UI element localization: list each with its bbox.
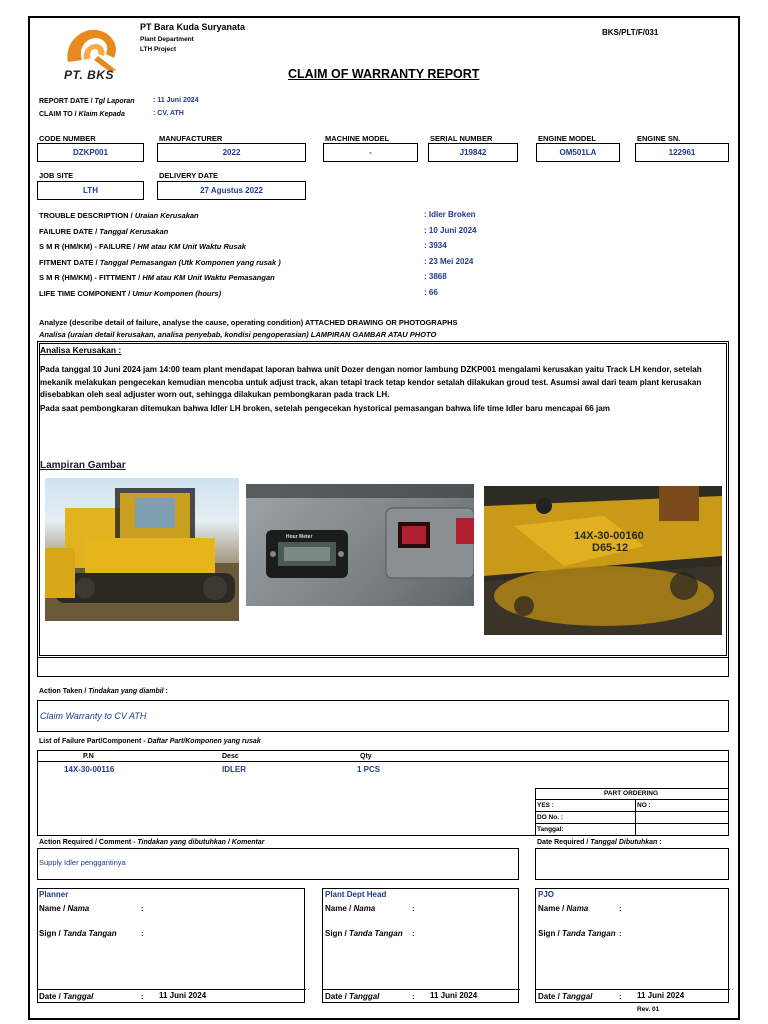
photo3-text-2: D65-12 <box>592 542 629 554</box>
dept-head-sign-colon: : <box>412 929 415 938</box>
lifetime-label: LIFE TIME COMPONENT / Umur Komponen (hours) <box>39 289 222 298</box>
planner-title: Planner <box>39 890 69 899</box>
dept-head-name-colon: : <box>412 904 415 913</box>
code-number-value: DZKP001 <box>37 143 144 162</box>
signer-planner <box>37 888 305 1003</box>
company-dept: Plant Department <box>140 36 194 43</box>
action-taken-label: Action Taken / Tindakan yang diambil : <box>39 688 168 695</box>
action-required-label: Action Required / Comment - Tindakan yang dibutuhkan / Komentar <box>39 839 265 846</box>
trouble-label: TROUBLE DESCRIPTION / Uraian Kerusakan <box>39 211 199 220</box>
serial-number-value: J19842 <box>428 143 518 162</box>
planner-date-label: Date / Tanggal <box>39 992 94 1001</box>
pjo-title: PJO <box>538 890 555 899</box>
pjo-sign-label: Sign / Tanda Tangan <box>538 929 616 938</box>
action-required-value: Supply Idler penggantinya <box>39 858 126 867</box>
failure-date-value: : 10 Juni 2024 <box>424 226 477 235</box>
lampiran-title: Lampiran Gambar <box>40 460 126 471</box>
photo3-text-1: 14X-30-00160 <box>574 530 644 542</box>
po-do-no: DO No. : <box>537 814 563 821</box>
failure-desc: IDLER <box>222 765 246 774</box>
manufacturer-label: MANUFACTURER <box>159 134 223 143</box>
company-name: PT Bara Kuda Suryanata <box>140 22 246 32</box>
po-line-3 <box>535 823 729 824</box>
dept-head-sign-label: Sign / Tanda Tangan <box>325 929 403 938</box>
job-site-value: LTH <box>37 181 144 200</box>
analyze-line1: Analyze (describe detail of failure, analyse the cause, operating condition) ATTACHED DRAWING OR PHOTOGRAPHS <box>39 318 458 327</box>
machine-model-value: - <box>323 143 418 162</box>
desc-header: Desc <box>222 753 239 760</box>
qty-header: Qty <box>360 753 372 760</box>
failure-qty: 1 PCS <box>357 765 381 774</box>
machine-model-label: MACHINE MODEL <box>325 134 390 143</box>
photo-idler-part <box>484 486 722 635</box>
photo-hour-meter <box>246 484 474 606</box>
signer-pjo <box>535 888 729 1003</box>
pn-header: P.N <box>83 753 94 760</box>
po-no: NO : <box>637 802 651 809</box>
analysis-divider <box>37 657 729 658</box>
hour-meter-brand: Hour Meter <box>286 534 313 540</box>
po-line-1 <box>535 799 729 800</box>
date-required-label: Date Required / Tanggal Dibutuhkan : <box>537 839 662 846</box>
failure-pn: 14X-30-00116 <box>64 765 115 774</box>
manufacturer-value: 2022 <box>157 143 306 162</box>
dept-head-date-label: Date / Tanggal <box>325 992 380 1001</box>
company-project: LTH Project <box>140 46 176 53</box>
trouble-value: : Idler Broken <box>424 210 476 219</box>
dept-head-date-line <box>323 989 520 990</box>
report-date-value: : 11 Juni 2024 <box>153 97 199 104</box>
po-tanggal: Tanggal: <box>537 826 564 833</box>
date-required-box <box>535 848 729 880</box>
action-taken-value: Claim Warranty to CV ATH <box>40 711 147 721</box>
fitment-date-value: : 23 Mei 2024 <box>424 257 474 266</box>
dept-head-date-colon: : <box>412 992 415 1001</box>
pjo-date-value: 11 Juni 2024 <box>637 991 685 1000</box>
job-site-label: JOB SITE <box>39 171 74 180</box>
analyze-line2: Analisa (uraian detail kerusakan, analisa penyebab, kondisi pengoperasian) LAMPIRAN GAMBAR ATAU PHOTO <box>39 330 437 339</box>
smr-failure-value: : 3934 <box>424 241 447 250</box>
revision: Rev. 01 <box>637 1006 660 1013</box>
po-yes: YES : <box>537 802 554 809</box>
doc-code: BKS/PLT/F/031 <box>602 28 659 37</box>
delivery-date-label: DELIVERY DATE <box>159 171 219 180</box>
failure-list-label: List of Failure Part/Component - Daftar Part/Komponen yang rusak <box>39 738 261 745</box>
smr-fitment-label: S M R (HM/KM) - FITTMENT / HM atau KM Unit Waktu Pemasangan <box>39 273 275 282</box>
planner-sign-colon: : <box>141 929 144 938</box>
smr-fitment-value: : 3868 <box>424 272 447 281</box>
engine-sn-value: 122961 <box>635 143 729 162</box>
planner-name-colon: : <box>141 904 144 913</box>
signer-plant-dept-head <box>322 888 519 1003</box>
pjo-date-colon: : <box>619 992 622 1001</box>
pjo-sign-colon: : <box>619 929 622 938</box>
fitment-date-label: FITMENT DATE / Tanggal Pemasangan (Utk Komponen yang rusak ) <box>39 258 281 267</box>
dept-head-name-label: Name / Nama <box>325 904 376 913</box>
analisa-title: Analisa Kerusakan : <box>40 345 122 355</box>
pjo-name-label: Name / Nama <box>538 904 589 913</box>
engine-sn-label: ENGINE SN. <box>637 134 681 143</box>
photo-dozer <box>45 478 239 621</box>
engine-model-label: ENGINE MODEL <box>538 134 596 143</box>
planner-sign-label: Sign / Tanda Tangan <box>39 929 117 938</box>
pjo-date-line <box>536 989 730 990</box>
page-title: CLAIM OF WARRANTY REPORT <box>288 67 480 81</box>
analisa-text: Pada tanggal 10 Juni 2024 jam 14:00 team plant mendapat laporan bahwa unit Dozer dengan nomor lambung DZKP001 mengalami kerusakan yaitu Track LH kendor, setelah mekanik melakukan pengecekan kemudian mencoba untuk adjust track, akan tetapi track tetap kendor setalah dilakukan groud test. Asumsi awal dari team plant kerusakan disebabkan oleh seal adjuster worn out, sehingga dilakukan pembongkaran pada track LH. <box>40 365 702 399</box>
failure-header-line <box>37 761 729 762</box>
dozer-image <box>45 478 239 621</box>
dept-head-date-value: 11 Juni 2024 <box>430 991 478 1000</box>
hour-meter-image <box>246 484 474 606</box>
planner-date-colon: : <box>141 992 144 1001</box>
pjo-name-colon: : <box>619 904 622 913</box>
planner-date-line <box>38 989 306 990</box>
planner-name-label: Name / Nama <box>39 904 90 913</box>
po-vline <box>635 799 636 836</box>
smr-failure-label: S M R (HM/KM) - FAILURE / HM atau KM Unit Waktu Rusak <box>39 242 246 251</box>
po-line-2 <box>535 811 729 812</box>
delivery-date-value: 27 Agustus 2022 <box>157 181 306 200</box>
report-date-label: REPORT DATE / Tgl Laporan <box>39 98 135 105</box>
logo-text: PT. BKS <box>64 68 114 82</box>
serial-number-label: SERIAL NUMBER <box>430 134 493 143</box>
pjo-date-label: Date / Tanggal <box>538 992 593 1001</box>
claim-to-label: CLAIM TO / Klaim Kepada <box>39 111 125 118</box>
idler-part-image <box>484 486 722 635</box>
failure-date-label: FAILURE DATE / Tanggal Kerusakan <box>39 227 169 236</box>
dept-head-title: Plant Dept Head <box>325 890 387 899</box>
engine-model-value: OM501LA <box>536 143 620 162</box>
lifetime-value: : 66 <box>424 288 438 297</box>
part-ordering-title: PART ORDERING <box>604 790 659 797</box>
code-number-label: CODE NUMBER <box>39 134 96 143</box>
claim-to-value: : CV. ATH <box>153 110 184 117</box>
analisa-text-2: Pada saat pembongkaran ditemukan bahwa Idler LH broken, setelah pengecekan hystorical pemasangan bahwa life time Idler baru mencapai 66 jam <box>40 404 610 413</box>
planner-date-value: 11 Juni 2024 <box>159 991 207 1000</box>
